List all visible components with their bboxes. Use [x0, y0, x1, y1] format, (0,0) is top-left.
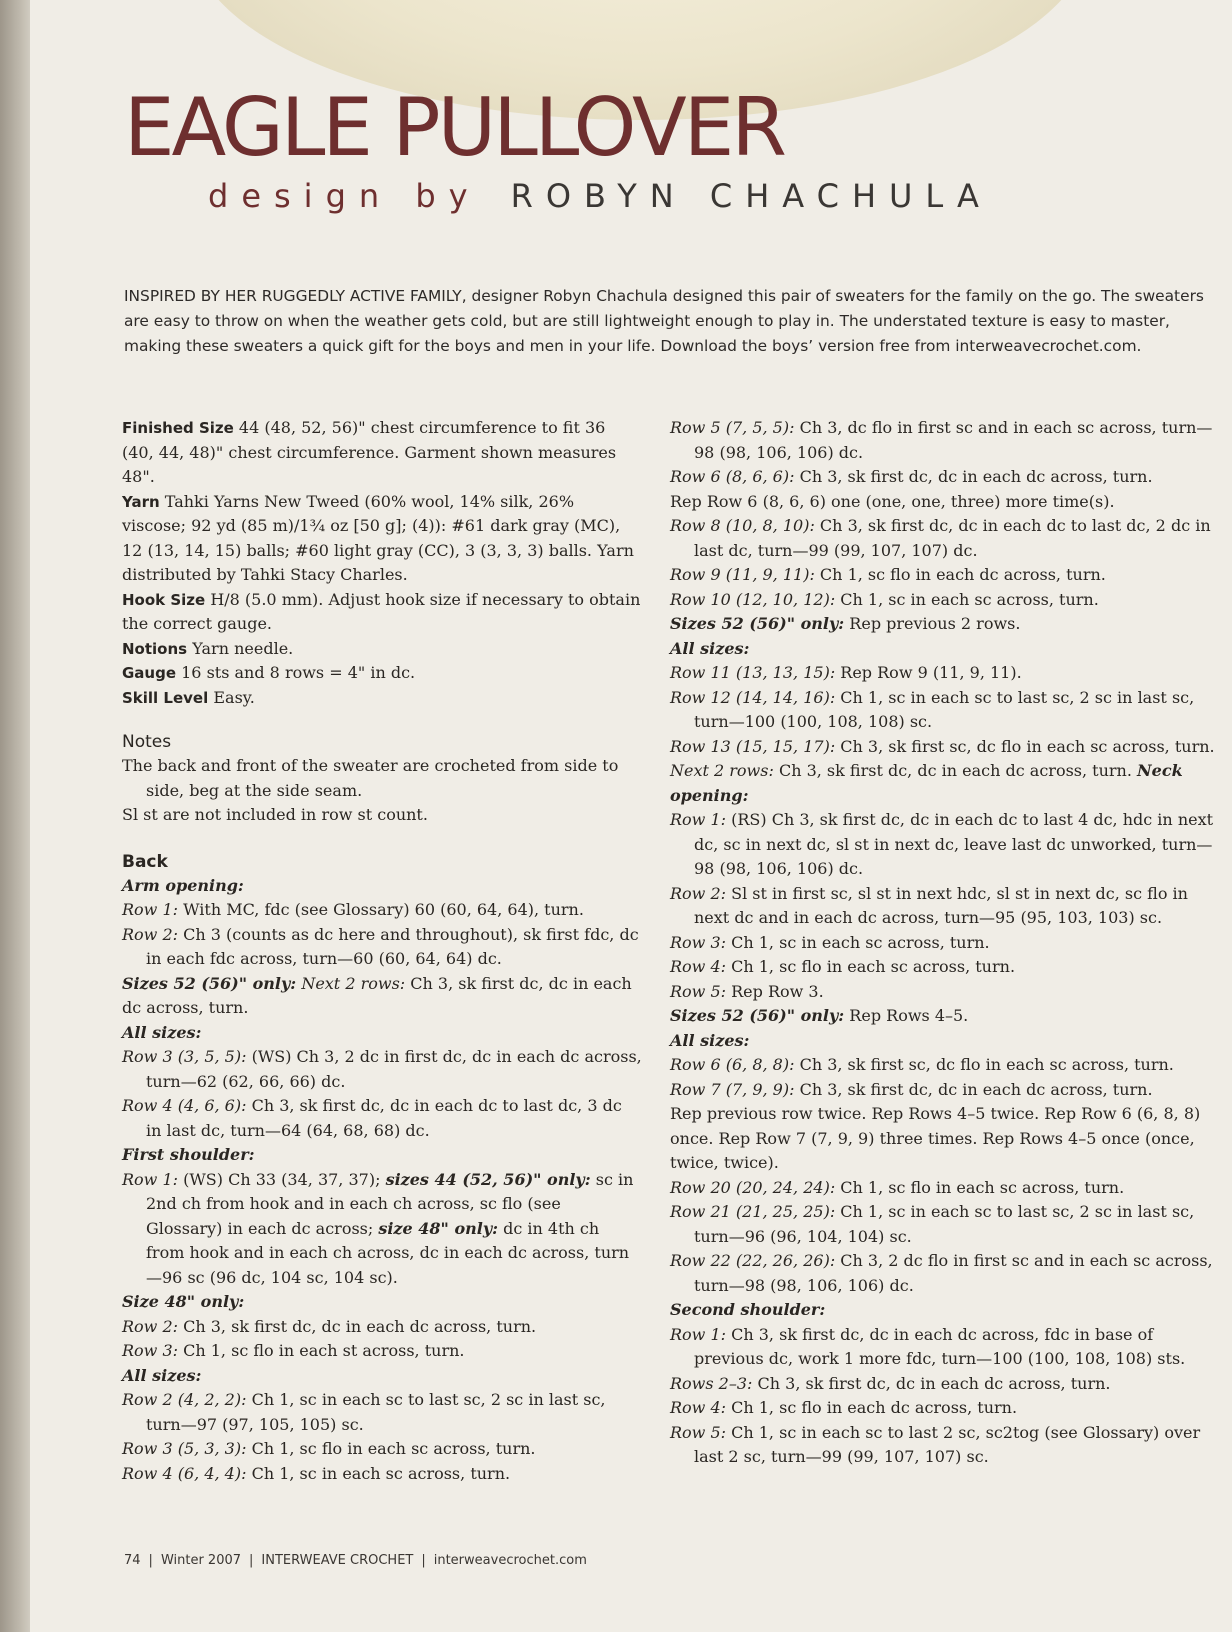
instruction-row: Rep Row 6 (8, 6, 6) one (one, one, three) more time(s). [670, 491, 1115, 511]
instruction-row: Row 2: Sl st in first sc, sl st in next hdc, sl st in next dc, sc flo in next dc and in each dc across, turn—95 (95, 103, 103) sc. [670, 883, 1188, 927]
instruction-row: Row 9 (11, 9, 11): Ch 1, sc flo in each dc across, turn. [670, 565, 1106, 584]
instruction-row: Sizes 52 (56)" only: Next 2 rows: Ch 3, sk first dc, dc in each dc across, turn. [122, 973, 632, 1017]
page-number: 74 [124, 1553, 141, 1568]
instruction-row: Row 8 (10, 8, 10): Ch 3, sk first dc, dc in each dc to last dc, 2 dc in last dc, turn—99 (99, 107, 107) dc. [670, 516, 1211, 560]
instruction-row: Row 5: Ch 1, sc in each sc to last 2 sc, sc2tog (see Glossary) over last 2 sc, turn—99 (99, 107, 107) sc. [670, 1422, 1201, 1466]
second-shoulder-heading: Second shoulder: [670, 1300, 826, 1319]
magazine-spine [0, 0, 34, 1632]
intro-body: designer Robyn Chachula designed this pair of sweaters for the family on the go. The sweaters are easy to throw on when the weather gets cold, but are still lightweight enough to play in. The understated texture is easy to master, making these sweaters a quick gift for the boys and men in your life. Download the boys’ version free from interweavecrochet.com. [124, 287, 1204, 355]
intro-lead: INSPIRED BY HER RUGGEDLY ACTIVE FAMILY, [124, 287, 467, 305]
byline-label: design by [208, 177, 481, 215]
instruction-row: Row 10 (12, 10, 12): Ch 1, sc in each sc across, turn. [670, 589, 1099, 609]
designer-name: ROBYN CHACHULA [510, 177, 992, 215]
note-item: Sl st are not included in row st count. [122, 805, 428, 824]
issue-date: Winter 2007 [160, 1553, 242, 1568]
instruction-row: Row 3 (5, 3, 3): Ch 1, sc flo in each sc across, turn. [122, 1439, 536, 1458]
notes-heading: Notes [122, 732, 172, 752]
all-sizes-heading: All sizes: [122, 1365, 202, 1385]
instruction-row: Row 13 (15, 15, 17): Ch 3, sk first sc, dc flo in each sc across, turn. [670, 736, 1215, 756]
spec-gauge: Gauge 16 sts and 8 rows = 4" in dc. [122, 663, 416, 682]
instruction-row: Sizes 52 (56)" only: Rep Rows 4–5. [670, 1006, 969, 1025]
spec-skill-level: Skill Level Easy. [122, 687, 255, 707]
instruction-row: Row 2: Ch 3 (counts as dc here and throughout), sk first fdc, dc in each fdc across, turn—60 (60, 64, 64) dc. [122, 924, 639, 968]
size-48-heading: Size 48" only: [122, 1292, 245, 1311]
back-heading: Back [122, 851, 168, 872]
instruction-row: Row 4 (6, 4, 4): Ch 1, sc in each sc across, turn. [122, 1463, 511, 1483]
left-column [122, 416, 642, 1486]
instruction-row: Row 2 (4, 2, 2): Ch 1, sc in each sc to last sc, 2 sc in last sc, turn—97 (97, 105, 105) sc. [122, 1390, 606, 1434]
instruction-row: Row 6 (8, 6, 6): Ch 3, sk first dc, dc in each dc across, turn. [670, 467, 1153, 486]
all-sizes-heading: All sizes: [670, 1030, 750, 1050]
intro-paragraph [124, 284, 1222, 359]
instruction-row: Rep previous row twice. Rep Rows 4–5 twice. Rep Row 6 (6, 8, 8) once. Rep Row 7 (7, 9, 9) three times. Rep Rows 4–5 once (once, twice, twice). [670, 1104, 1201, 1172]
instruction-row: Row 7 (7, 9, 9): Ch 3, sk first dc, dc in each dc across, turn. [670, 1079, 1153, 1099]
page-footer: 74 | Winter 2007 | INTERWEAVE CROCHET | interweavecrochet.com [124, 1553, 587, 1568]
instruction-row: Row 22 (22, 26, 26): Ch 3, 2 dc flo in first sc and in each sc across, turn—98 (98, 106, 106) dc. [670, 1251, 1213, 1295]
magazine-url: interweavecrochet.com [433, 1553, 587, 1568]
all-sizes-heading: All sizes: [122, 1022, 202, 1042]
all-sizes-heading: All sizes: [670, 638, 750, 658]
instruction-row: Rows 2–3: Ch 3, sk first dc, dc in each dc across, turn. [670, 1373, 1111, 1393]
page-title: EAGLE PULLOVER [124, 81, 784, 174]
instruction-row: Row 1: (WS) Ch 33 (34, 37, 37); sizes 44 (52, 56)" only: sc in 2nd ch from hook and in each ch across, sc flo (see Glossary) in each dc across; size 48" only: dc in 4th ch from hook and in each ch across, dc in each dc across, turn—96 sc (96 dc, 104 sc, 104 sc). [122, 1169, 634, 1287]
instruction-row: Row 4: Ch 1, sc flo in each sc across, turn. [670, 957, 1016, 976]
instruction-row: Sizes 52 (56)" only: Rep previous 2 rows. [670, 614, 1021, 633]
instruction-row: Row 5: Rep Row 3. [670, 981, 824, 1001]
instruction-row: Row 2: Ch 3, sk first dc, dc in each dc across, turn. [122, 1316, 537, 1336]
instruction-row: Row 11 (13, 13, 15): Rep Row 9 (11, 9, 11). [670, 663, 1022, 682]
magazine-name: INTERWEAVE CROCHET [261, 1553, 414, 1568]
instruction-row: Row 6 (6, 8, 8): Ch 3, sk first sc, dc flo in each sc across, turn. [670, 1055, 1174, 1074]
instruction-row: Row 5 (7, 5, 5): Ch 3, dc flo in first sc and in each sc across, turn—98 (98, 106, 106) dc. [670, 418, 1213, 462]
instruction-row: Row 1: With MC, fdc (see Glossary) 60 (60, 64, 64), turn. [122, 900, 584, 919]
instruction-row: Row 1: (RS) Ch 3, sk first dc, dc in each dc to last 4 dc, hdc in next dc, sc in next dc, sl st in next dc, leave last dc unworked, turn—98 (98, 106, 106) dc. [670, 810, 1214, 878]
instruction-row: Next 2 rows: Ch 3, sk first dc, dc in each dc across, turn. Neck opening: [670, 761, 1183, 805]
instruction-row: Row 3 (3, 5, 5): (WS) Ch 3, 2 dc in first dc, dc in each dc across, turn—62 (62, 66, 66) dc. [122, 1047, 642, 1091]
instruction-row: Row 4 (4, 6, 6): Ch 3, sk first dc, dc in each dc to last dc, 3 dc in last dc, turn—64 (64, 68, 68) dc. [122, 1096, 622, 1140]
right-column [670, 416, 1226, 1470]
instruction-row: Row 3: Ch 1, sc in each sc across, turn. [670, 932, 990, 952]
arm-opening-heading: Arm opening: [122, 875, 244, 895]
instruction-row: Row 4: Ch 1, sc flo in each dc across, turn. [670, 1398, 1018, 1417]
instruction-row: Row 3: Ch 1, sc flo in each st across, turn. [122, 1341, 465, 1360]
spec-yarn: Yarn Tahki Yarns New Tweed (60% wool, 14% silk, 26% viscose; 92 yd (85 m)/1¾ oz [50 g]; (4)): #61 dark gray (MC), 12 (13, 14, 15) balls; #60 light gray (CC), 3 (3, 3, 3) balls. Yarn distributed by Tahki Stacy Charles. [122, 491, 634, 584]
spec-hook-size: Hook Size H/8 (5.0 mm). Adjust hook size if necessary to obtain the correct gauge. [122, 589, 641, 633]
spec-finished-size: Finished Size 44 (48, 52, 56)" chest circumference to fit 36 (40, 44, 48)" chest circumference. Garment shown measures 48". [122, 418, 617, 486]
byline [208, 176, 992, 216]
note-item: The back and front of the sweater are crocheted from side to side, beg at the side seam. [122, 756, 619, 800]
instruction-row: Row 12 (14, 14, 16): Ch 1, sc in each sc to last sc, 2 sc in last sc, turn—100 (100, 108, 108) sc. [670, 687, 1195, 731]
first-shoulder-heading: First shoulder: [122, 1145, 255, 1164]
magazine-page [30, 0, 1232, 1632]
instruction-row: Row 1: Ch 3, sk first dc, dc in each dc across, fdc in base of previous dc, work 1 more fdc, turn—100 (100, 108, 108) sts. [670, 1324, 1186, 1368]
instruction-row: Row 20 (20, 24, 24): Ch 1, sc flo in each sc across, turn. [670, 1177, 1125, 1197]
instruction-row: Row 21 (21, 25, 25): Ch 1, sc in each sc to last sc, 2 sc in last sc, turn—96 (96, 104, 104) sc. [670, 1202, 1195, 1246]
spec-notions: Notions Yarn needle. [122, 638, 294, 658]
